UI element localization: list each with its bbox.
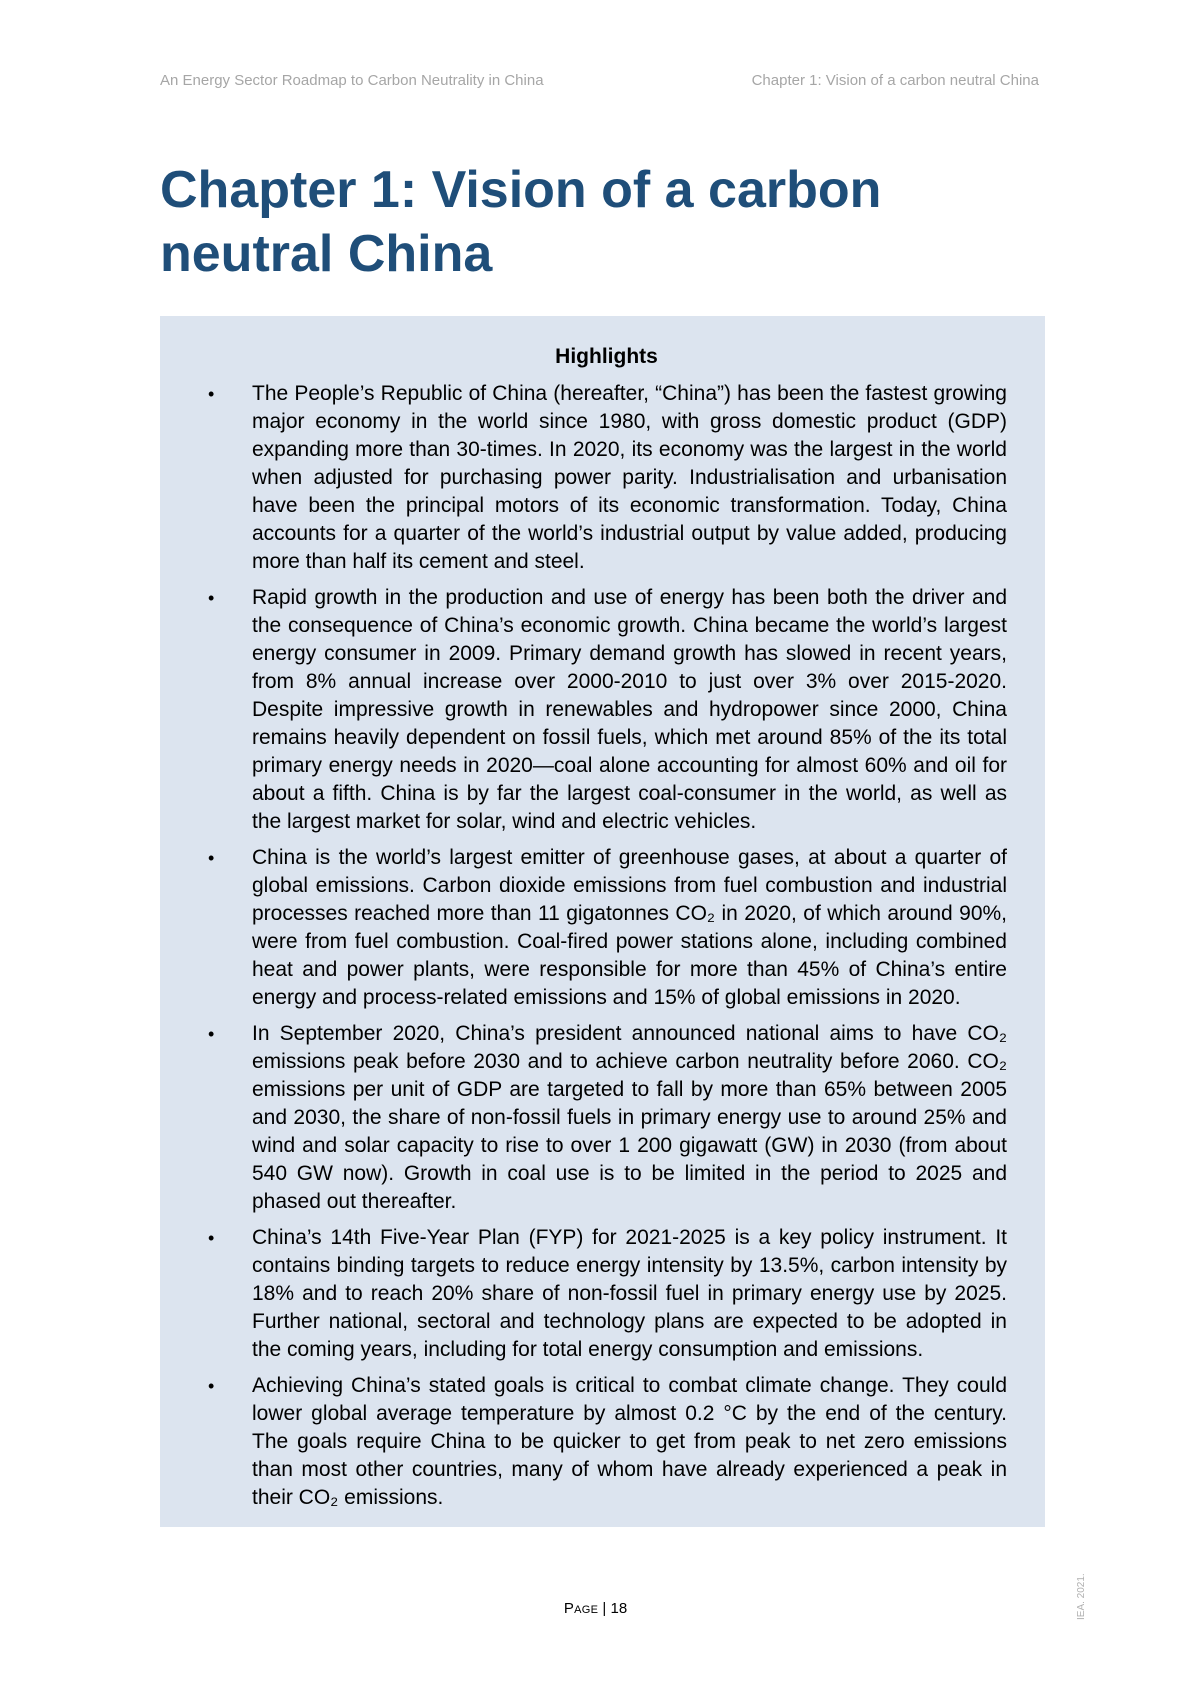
copyright-mark: IEA. 2021. [1076,1573,1087,1620]
bullet-icon: • [208,1376,215,1396]
highlight-text: The People’s Republic of China (hereafter, “China”) has been the fastest growing major economy in the world since 1980, with gross domestic product (GDP) expanding more than 30-times. In 2020, its economy was the largest in the world when adjusted for purchasing power parity. Industrialisation and urbanisation have been the principal motors of its economic transformation. Today, China accounts for a quarter of the world’s industrial output by value added, producing more than half its cement and steel. [252,382,1007,573]
highlight-text: China is the world’s largest emitter of greenhouse gases, at about a quarter of global emissions. Carbon dioxide emissions from fuel combustion and industrial processes reached more than 11 gigatonnes CO₂ in 2020, of which around 90%, were from fuel combustion. Coal-fired power stations alone, including combined heat and power plants, were responsible for more than 45% of China’s entire energy and process-related emissions and 15% of global emissions in 2020. [252,846,1007,1009]
bullet-icon: • [208,1024,215,1044]
highlight-text: Rapid growth in the production and use of energy has been both the driver and the consequence of China’s economic growth. China became the world’s largest energy consumer in 2009. Primary demand growth has slowed in recent years, from 8% annual increase over 2000-2010 to just over 3% over 2015-2020. Despite impressive growth in renewables and hydropower since 2000, China remains heavily dependent on fossil fuels, which met around 85% of the its total primary energy needs in 2020—coal alone accounting for almost 60% and oil for about a fifth. China is by far the largest coal-consumer in the world, as well as the largest market for solar, wind and electric vehicles. [252,586,1007,833]
bullet-icon: • [208,588,215,608]
highlights-box [160,316,1045,1527]
highlight-item [206,844,1007,1012]
highlight-text: China’s 14th Five-Year Plan (FYP) for 2021-2025 is a key policy instrument. It contains binding targets to reduce energy intensity by 13.5%, carbon intensity by 18% and to reach 20% share of non-fossil fuel in primary energy use by 2025. Further national, sectoral and technology plans are expected to be adopted in the coming years, including for total energy consumption and emissions. [252,1226,1007,1361]
highlight-item [206,1020,1007,1216]
chapter-title: Chapter 1: Vision of a carbon neutral China [160,161,882,283]
highlight-item [206,380,1007,576]
highlight-text: Achieving China’s stated goals is critical to combat climate change. They could lower global average temperature by almost 0.2 °C by the end of the century. The goals require China to be quicker to get from peak to net zero emissions than most other countries, many of whom have already experienced a peak in their CO₂ emissions. [252,1374,1007,1509]
highlight-text: In September 2020, China’s president announced national aims to have CO₂ emissions peak before 2030 and to achieve carbon neutrality before 2060. CO₂ emissions per unit of GDP are targeted to fall by more than 65% between 2005 and 2030, the share of non-fossil fuels in primary energy use to around 25% and wind and solar capacity to rise to over 1 200 gigawatt (GW) in 2030 (from about 540 GW now). Growth in coal use is to be limited in the period to 2025 and phased out thereafter. [252,1022,1007,1213]
highlight-item [206,1372,1007,1512]
highlight-item [206,1224,1007,1364]
highlights-heading: Highlights [555,345,658,368]
highlight-item [206,584,1007,836]
bullet-icon: • [208,384,215,404]
bullet-icon: • [208,848,215,868]
bullet-icon: • [208,1228,215,1248]
highlights-list [206,380,1007,1512]
page-label: Page [563,1600,599,1617]
running-header-left: An Energy Sector Roadmap to Carbon Neutrality in China [160,72,544,89]
page-separator: | [598,1600,611,1617]
page-number: 18 [610,1600,628,1617]
page-footer [0,1600,1191,1617]
running-header-right: Chapter 1: Vision of a carbon neutral China [751,72,1039,89]
